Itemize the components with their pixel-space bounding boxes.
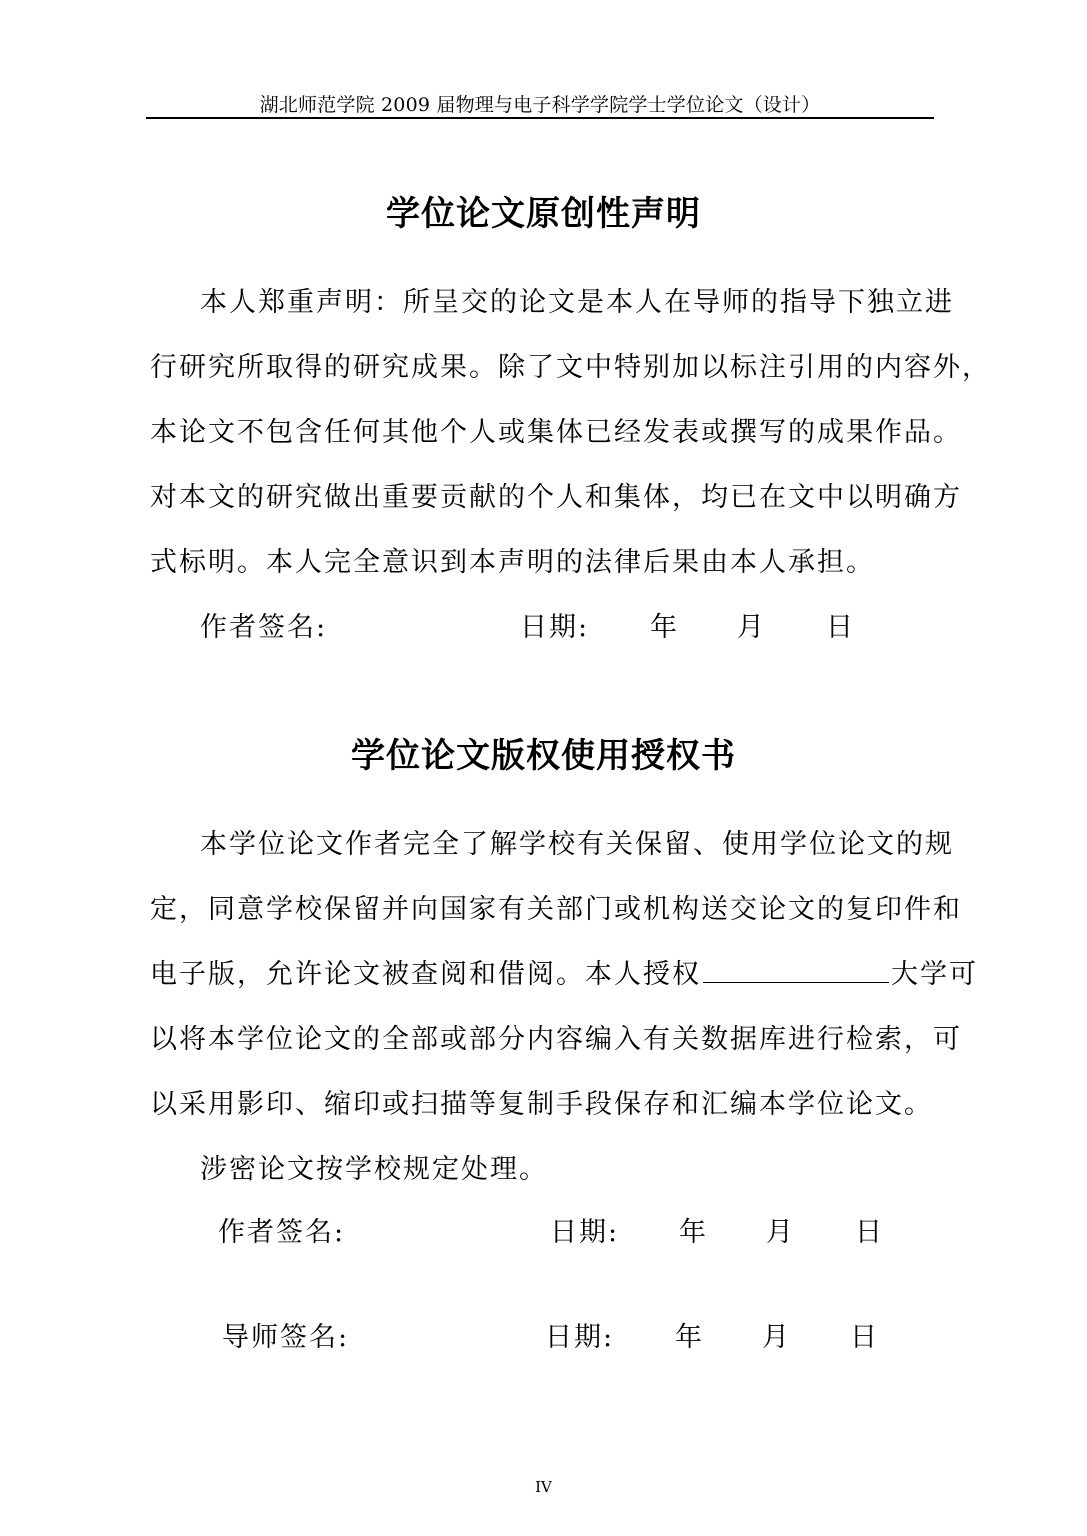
declaration-line-3: 本论文不包含任何其他个人或集体已经发表或撰写的成果作品。 bbox=[150, 417, 962, 448]
authorization-line-3 bbox=[150, 952, 978, 991]
page-number: IV bbox=[535, 1478, 552, 1496]
university-name-blank bbox=[703, 958, 889, 983]
date-month: 月 bbox=[737, 612, 766, 643]
date-year-3: 年 bbox=[675, 1322, 704, 1353]
date-label-2: 日期: bbox=[550, 1217, 620, 1248]
declaration-line-2: 行研究所取得的研究成果。除了文中特别加以标注引用的内容外， bbox=[150, 352, 991, 383]
date-day-2: 日 bbox=[855, 1217, 884, 1248]
advisor-signature-label: 导师签名: bbox=[222, 1322, 350, 1353]
authorization-line-3-start: 电子版，允许论文被查阅和借阅。本人授权 bbox=[150, 959, 701, 990]
date-day-3: 日 bbox=[850, 1322, 879, 1353]
authorization-line-1: 本学位论文作者完全了解学校有关保留、使用学位论文的规 bbox=[200, 829, 954, 860]
declaration-line-1: 本人郑重声明：所呈交的论文是本人在导师的指导下独立进 bbox=[200, 287, 954, 318]
declaration-line-4: 对本文的研究做出重要贡献的个人和集体，均已在文中以明确方 bbox=[150, 482, 962, 513]
authorization-line-5: 以采用影印、缩印或扫描等复制手段保存和汇编本学位论文。 bbox=[150, 1089, 933, 1120]
date-label-3: 日期: bbox=[545, 1322, 615, 1353]
authorization-line-4: 以将本学位论文的全部或部分内容编入有关数据库进行检索，可 bbox=[150, 1024, 962, 1055]
declaration-line-5: 式标明。本人完全意识到本声明的法律后果由本人承担。 bbox=[150, 547, 875, 578]
authorization-line-2: 定，同意学校保留并向国家有关部门或机构送交论文的复印件和 bbox=[150, 894, 962, 925]
date-month-2: 月 bbox=[766, 1217, 795, 1248]
date-year-2: 年 bbox=[679, 1217, 708, 1248]
date-month-3: 月 bbox=[762, 1322, 791, 1353]
author-signature-label: 作者签名: bbox=[200, 612, 328, 643]
author-signature-label-2: 作者签名: bbox=[218, 1217, 346, 1248]
header-rule bbox=[146, 117, 934, 119]
running-header: 湖北师范学院 2009 届物理与电子科学学院学士学位论文（设计） bbox=[259, 94, 821, 116]
classified-thesis-note: 涉密论文按学校规定处理。 bbox=[200, 1154, 548, 1185]
originality-declaration-title: 学位论文原创性声明 bbox=[386, 194, 701, 234]
date-label: 日期: bbox=[520, 612, 590, 643]
authorization-line-3-end: 大学可 bbox=[891, 959, 978, 990]
date-year: 年 bbox=[650, 612, 679, 643]
copyright-authorization-title: 学位论文版权使用授权书 bbox=[351, 736, 736, 776]
date-day: 日 bbox=[826, 612, 855, 643]
